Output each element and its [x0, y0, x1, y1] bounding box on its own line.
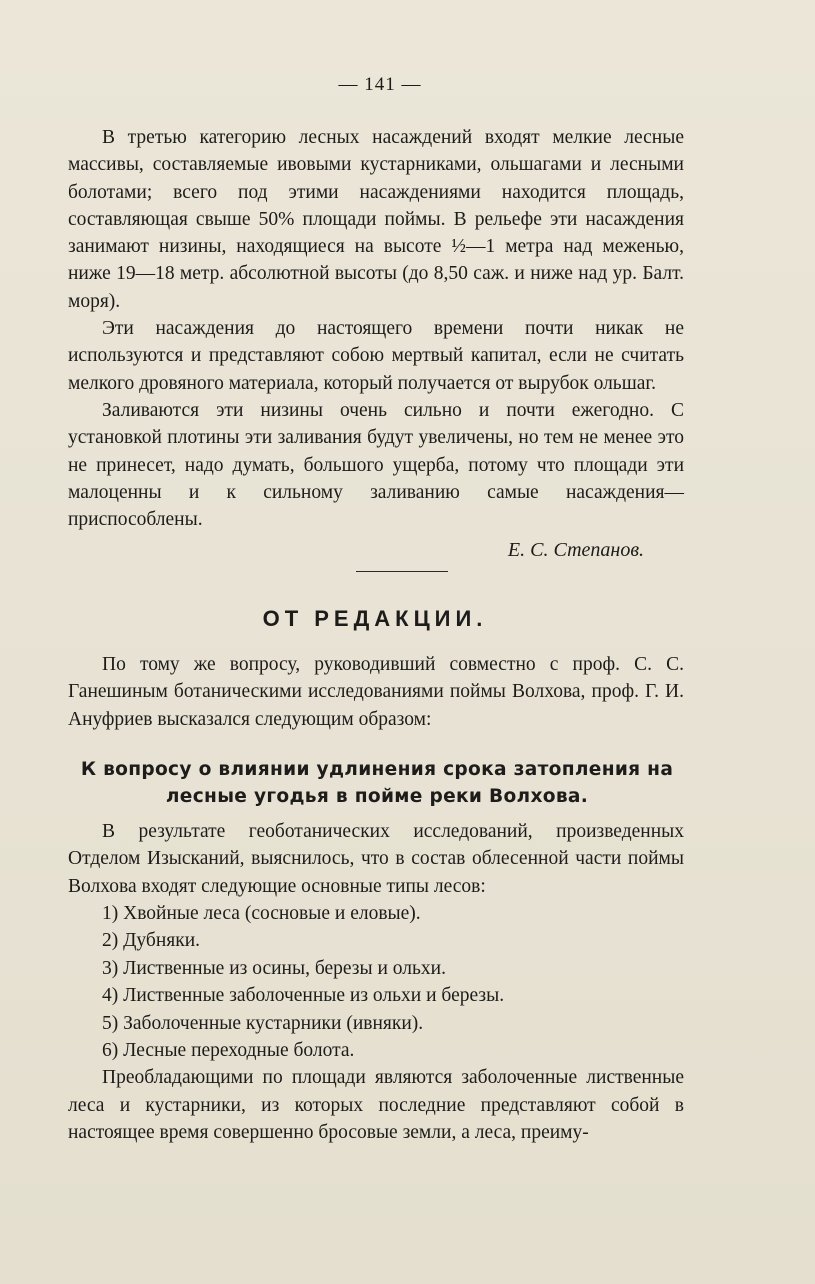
author-signature: Е. С. Степанов. — [507, 539, 644, 562]
paragraph: Заливаются эти низины очень сильно и почти ежегодно. С установкой плотины эти заливания будут увеличены, но тем не менее это не принесет, надо думать, большого ущерба, потому что площади эти малоценны и к сильному заливанию самые насаждения—приспособлены. — [68, 399, 684, 531]
article-continuation — [68, 124, 684, 564]
list-item: 2) Дубняки. — [102, 930, 201, 952]
list-item: 1) Хвойные леса (сосновые и еловые). — [102, 902, 421, 924]
paragraph: В результате геоботанических исследований, произведенных Отделом Изысканий, выяснилось, что в состав облесенной части поймы Волхова входят следующие основные типы лесов: — [68, 821, 684, 897]
section-title: ОТ РЕДАКЦИИ. — [262, 606, 488, 631]
page-number: — 141 — — [338, 74, 422, 95]
paragraph: Эти насаждения до настоящего времени почти никак не используются и представляют собою мертвый капитал, если не считать мелкого дровяного материала, который получается от вырубок ольшаг. — [68, 318, 684, 394]
article-body — [68, 818, 684, 1146]
list-item: 3) Лиственные из осины, березы и ольхи. — [102, 957, 446, 979]
paragraph: По тому же вопросу, руководивший совместно с проф. С. С. Ганешиным ботаническими исследованиями поймы Волхова, проф. Г. И. Ануфриев высказался следующим образом: — [68, 654, 684, 730]
list-item: 4) Лиственные заболоченные из ольхи и березы. — [102, 985, 505, 1007]
list-item: 6) Лесные переходные болота. — [102, 1039, 355, 1061]
forest-types-list — [68, 900, 684, 1064]
article-title: К вопросу о влиянии удлинения срока затопления на лесные угодья в пойме реки Волхова. — [80, 759, 674, 807]
paragraph: Преобладающими по площади являются заболоченные лиственные леса и кустарники, из которых последние представляют собой в настоящее время совершенно бросовые земли, а леса, преиму- — [68, 1067, 684, 1143]
editorial-note — [68, 651, 684, 733]
section-divider — [356, 571, 448, 572]
paragraph: В третью категорию лесных насаждений входят мелкие лесные массивы, составляемые ивовыми кустарниками, ольшагами и лесными болотами; всего под этими насаждениями находится площадь, составляющая свыше 50% площади поймы. В рельефе эти насаждения занимают низины, находящиеся на высоте ½—1 метра над меженью, ниже 19—18 метр. абсолютной высоты (до 8,50 саж. и ниже над ур. Балт. моря). — [68, 127, 684, 312]
list-item: 5) Заболоченные кустарники (ивняки). — [102, 1012, 424, 1034]
